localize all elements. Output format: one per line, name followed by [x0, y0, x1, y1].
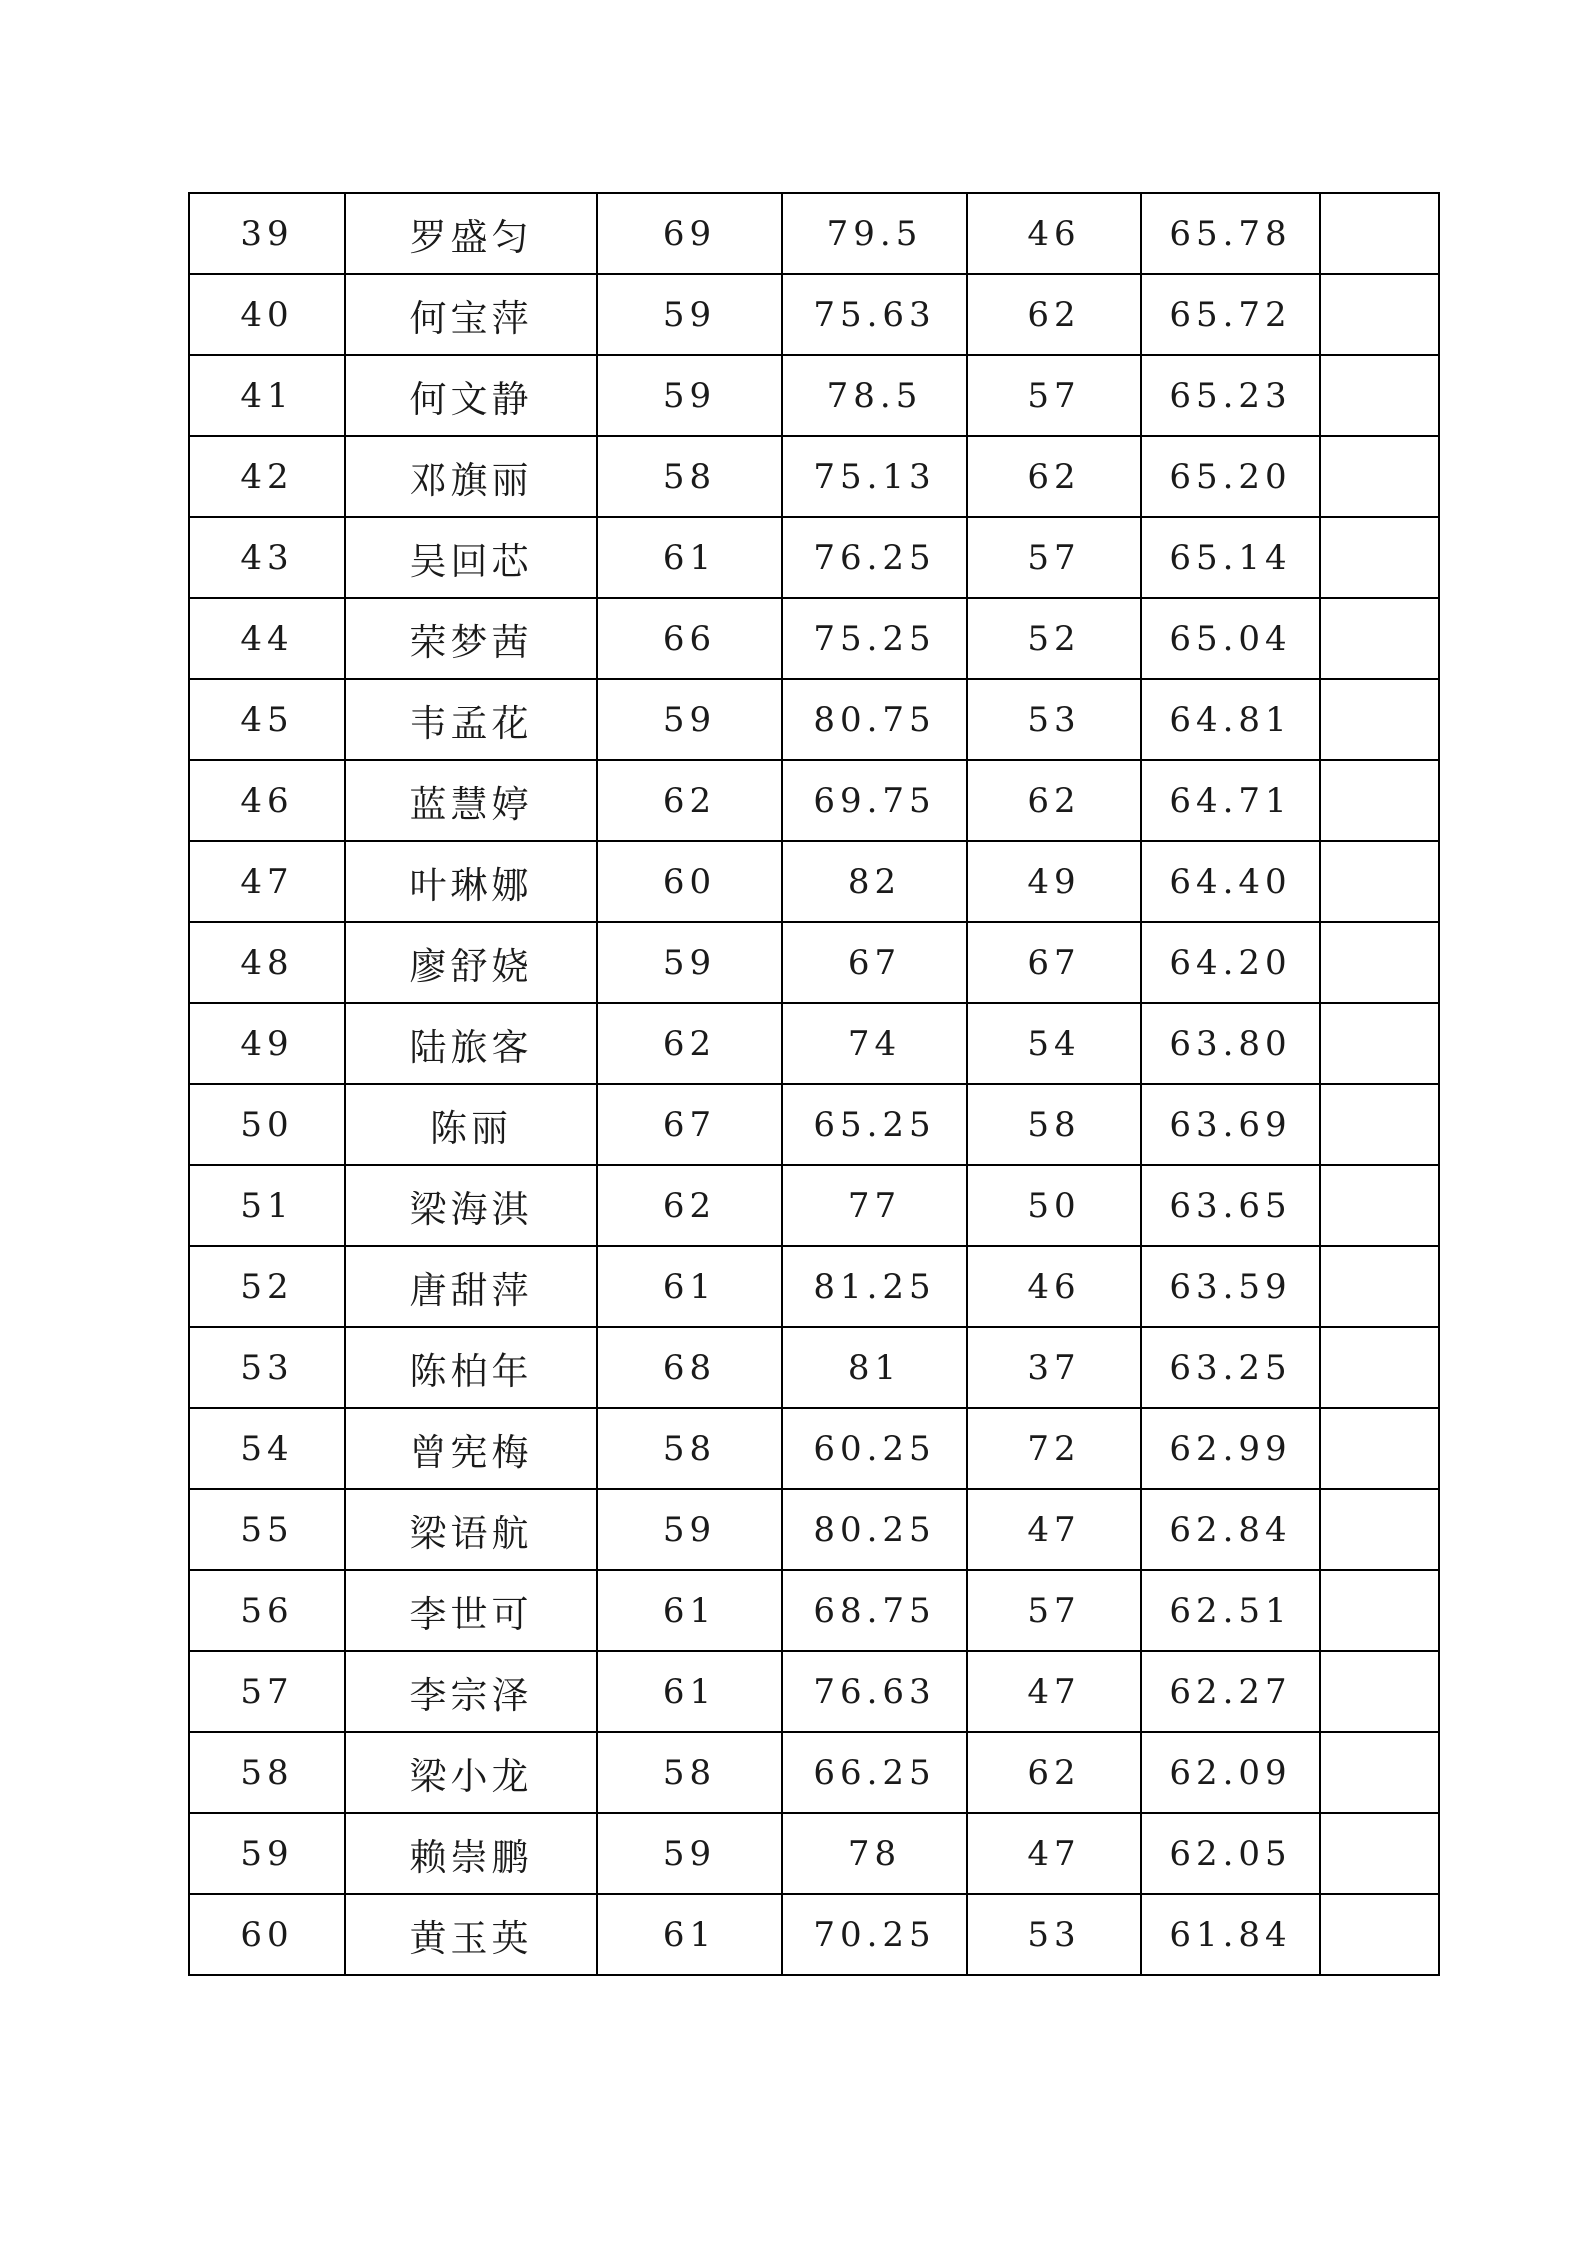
rank-cell: 46	[189, 760, 345, 841]
score-a-cell: 61	[597, 1651, 782, 1732]
table-row	[189, 1813, 1439, 1894]
remark-cell	[1320, 1489, 1439, 1570]
total-score-cell: 64.20	[1141, 922, 1320, 1003]
name-cell: 廖舒娆	[345, 922, 597, 1003]
table-row	[189, 193, 1439, 274]
remark-cell	[1320, 760, 1439, 841]
rank-cell: 47	[189, 841, 345, 922]
total-score-cell: 65.78	[1141, 193, 1320, 274]
table-row	[189, 1732, 1439, 1813]
score-b-cell: 67	[782, 922, 967, 1003]
score-a-cell: 69	[597, 193, 782, 274]
score-c-cell: 47	[967, 1489, 1141, 1570]
total-score-cell: 65.23	[1141, 355, 1320, 436]
total-score-cell: 64.71	[1141, 760, 1320, 841]
rank-cell: 40	[189, 274, 345, 355]
remark-cell	[1320, 1165, 1439, 1246]
score-a-cell: 61	[597, 1894, 782, 1975]
rank-cell: 55	[189, 1489, 345, 1570]
rank-cell: 59	[189, 1813, 345, 1894]
name-cell: 梁语航	[345, 1489, 597, 1570]
score-c-cell: 57	[967, 517, 1141, 598]
score-b-cell: 78	[782, 1813, 967, 1894]
rank-cell: 41	[189, 355, 345, 436]
rank-cell: 52	[189, 1246, 345, 1327]
remark-cell	[1320, 598, 1439, 679]
table-row	[189, 598, 1439, 679]
name-cell: 叶琳娜	[345, 841, 597, 922]
score-b-cell: 80.25	[782, 1489, 967, 1570]
score-b-cell: 76.25	[782, 517, 967, 598]
remark-cell	[1320, 841, 1439, 922]
score-b-cell: 76.63	[782, 1651, 967, 1732]
remark-cell	[1320, 922, 1439, 1003]
remark-cell	[1320, 355, 1439, 436]
score-a-cell: 62	[597, 1165, 782, 1246]
score-c-cell: 46	[967, 193, 1141, 274]
score-a-cell: 67	[597, 1084, 782, 1165]
name-cell: 韦孟花	[345, 679, 597, 760]
total-score-cell: 63.25	[1141, 1327, 1320, 1408]
rank-cell: 58	[189, 1732, 345, 1813]
score-a-cell: 58	[597, 1732, 782, 1813]
score-a-cell: 59	[597, 922, 782, 1003]
total-score-cell: 65.20	[1141, 436, 1320, 517]
remark-cell	[1320, 1570, 1439, 1651]
score-a-cell: 61	[597, 1570, 782, 1651]
score-b-cell: 74	[782, 1003, 967, 1084]
total-score-cell: 63.80	[1141, 1003, 1320, 1084]
total-score-cell: 62.09	[1141, 1732, 1320, 1813]
score-c-cell: 46	[967, 1246, 1141, 1327]
table-row	[189, 1894, 1439, 1975]
remark-cell	[1320, 1894, 1439, 1975]
rank-cell: 44	[189, 598, 345, 679]
score-c-cell: 58	[967, 1084, 1141, 1165]
score-c-cell: 53	[967, 679, 1141, 760]
rank-cell: 48	[189, 922, 345, 1003]
score-a-cell: 58	[597, 1408, 782, 1489]
table-row	[189, 1327, 1439, 1408]
score-a-cell: 61	[597, 1246, 782, 1327]
score-b-cell: 82	[782, 841, 967, 922]
score-a-cell: 62	[597, 1003, 782, 1084]
total-score-cell: 62.05	[1141, 1813, 1320, 1894]
name-cell: 李世可	[345, 1570, 597, 1651]
name-cell: 荣梦茜	[345, 598, 597, 679]
score-a-cell: 61	[597, 517, 782, 598]
remark-cell	[1320, 1408, 1439, 1489]
score-a-cell: 59	[597, 679, 782, 760]
table-row	[189, 517, 1439, 598]
name-cell: 何文静	[345, 355, 597, 436]
total-score-cell: 65.14	[1141, 517, 1320, 598]
total-score-cell: 63.65	[1141, 1165, 1320, 1246]
rank-cell: 42	[189, 436, 345, 517]
remark-cell	[1320, 517, 1439, 598]
score-c-cell: 37	[967, 1327, 1141, 1408]
table-row	[189, 1570, 1439, 1651]
rank-cell: 57	[189, 1651, 345, 1732]
score-a-cell: 58	[597, 436, 782, 517]
score-b-cell: 75.13	[782, 436, 967, 517]
score-c-cell: 50	[967, 1165, 1141, 1246]
remark-cell	[1320, 274, 1439, 355]
table-row	[189, 355, 1439, 436]
remark-cell	[1320, 193, 1439, 274]
score-a-cell: 59	[597, 355, 782, 436]
rank-cell: 50	[189, 1084, 345, 1165]
total-score-cell: 62.99	[1141, 1408, 1320, 1489]
score-b-cell: 80.75	[782, 679, 967, 760]
table-row	[189, 1408, 1439, 1489]
table-row	[189, 1246, 1439, 1327]
score-c-cell: 54	[967, 1003, 1141, 1084]
table-row	[189, 1489, 1439, 1570]
score-c-cell: 49	[967, 841, 1141, 922]
rank-cell: 43	[189, 517, 345, 598]
remark-cell	[1320, 1327, 1439, 1408]
remark-cell	[1320, 1084, 1439, 1165]
total-score-cell: 64.81	[1141, 679, 1320, 760]
score-c-cell: 62	[967, 274, 1141, 355]
remark-cell	[1320, 1651, 1439, 1732]
score-b-cell: 68.75	[782, 1570, 967, 1651]
name-cell: 李宗泽	[345, 1651, 597, 1732]
remark-cell	[1320, 679, 1439, 760]
remark-cell	[1320, 436, 1439, 517]
rank-cell: 54	[189, 1408, 345, 1489]
score-b-cell: 81	[782, 1327, 967, 1408]
score-c-cell: 47	[967, 1813, 1141, 1894]
table-row	[189, 760, 1439, 841]
remark-cell	[1320, 1246, 1439, 1327]
score-c-cell: 57	[967, 1570, 1141, 1651]
remark-cell	[1320, 1732, 1439, 1813]
score-b-cell: 60.25	[782, 1408, 967, 1489]
total-score-cell: 65.72	[1141, 274, 1320, 355]
score-b-cell: 75.63	[782, 274, 967, 355]
name-cell: 梁海淇	[345, 1165, 597, 1246]
rank-cell: 56	[189, 1570, 345, 1651]
remark-cell	[1320, 1813, 1439, 1894]
score-b-cell: 69.75	[782, 760, 967, 841]
name-cell: 梁小龙	[345, 1732, 597, 1813]
table-row	[189, 841, 1439, 922]
score-b-cell: 75.25	[782, 598, 967, 679]
table-row	[189, 436, 1439, 517]
score-c-cell: 62	[967, 1732, 1141, 1813]
name-cell: 邓旗丽	[345, 436, 597, 517]
total-score-cell: 64.40	[1141, 841, 1320, 922]
score-b-cell: 78.5	[782, 355, 967, 436]
rank-cell: 53	[189, 1327, 345, 1408]
table-row	[189, 922, 1439, 1003]
score-c-cell: 52	[967, 598, 1141, 679]
score-table-body	[189, 193, 1439, 1975]
score-c-cell: 47	[967, 1651, 1141, 1732]
table-row	[189, 1084, 1439, 1165]
table-row	[189, 1003, 1439, 1084]
rank-cell: 45	[189, 679, 345, 760]
score-a-cell: 60	[597, 841, 782, 922]
table-row	[189, 1165, 1439, 1246]
score-b-cell: 66.25	[782, 1732, 967, 1813]
name-cell: 吴回芯	[345, 517, 597, 598]
total-score-cell: 61.84	[1141, 1894, 1320, 1975]
score-a-cell: 59	[597, 274, 782, 355]
score-c-cell: 62	[967, 436, 1141, 517]
score-a-cell: 59	[597, 1489, 782, 1570]
total-score-cell: 62.27	[1141, 1651, 1320, 1732]
rank-cell: 49	[189, 1003, 345, 1084]
total-score-cell: 63.69	[1141, 1084, 1320, 1165]
score-table	[188, 192, 1440, 1976]
score-b-cell: 81.25	[782, 1246, 967, 1327]
name-cell: 何宝萍	[345, 274, 597, 355]
score-b-cell: 70.25	[782, 1894, 967, 1975]
table-row	[189, 679, 1439, 760]
name-cell: 曾宪梅	[345, 1408, 597, 1489]
total-score-cell: 62.84	[1141, 1489, 1320, 1570]
total-score-cell: 65.04	[1141, 598, 1320, 679]
name-cell: 唐甜萍	[345, 1246, 597, 1327]
score-c-cell: 67	[967, 922, 1141, 1003]
name-cell: 赖崇鹏	[345, 1813, 597, 1894]
total-score-cell: 62.51	[1141, 1570, 1320, 1651]
score-a-cell: 66	[597, 598, 782, 679]
rank-cell: 51	[189, 1165, 345, 1246]
table-row	[189, 1651, 1439, 1732]
score-b-cell: 77	[782, 1165, 967, 1246]
score-c-cell: 57	[967, 355, 1141, 436]
rank-cell: 39	[189, 193, 345, 274]
score-b-cell: 65.25	[782, 1084, 967, 1165]
score-c-cell: 72	[967, 1408, 1141, 1489]
score-a-cell: 59	[597, 1813, 782, 1894]
rank-cell: 60	[189, 1894, 345, 1975]
score-a-cell: 68	[597, 1327, 782, 1408]
name-cell: 陈丽	[345, 1084, 597, 1165]
total-score-cell: 63.59	[1141, 1246, 1320, 1327]
remark-cell	[1320, 1003, 1439, 1084]
score-b-cell: 79.5	[782, 193, 967, 274]
score-c-cell: 53	[967, 1894, 1141, 1975]
name-cell: 陆旅客	[345, 1003, 597, 1084]
name-cell: 罗盛匀	[345, 193, 597, 274]
score-a-cell: 62	[597, 760, 782, 841]
name-cell: 陈柏年	[345, 1327, 597, 1408]
score-c-cell: 62	[967, 760, 1141, 841]
name-cell: 黄玉英	[345, 1894, 597, 1975]
name-cell: 蓝慧婷	[345, 760, 597, 841]
table-row	[189, 274, 1439, 355]
